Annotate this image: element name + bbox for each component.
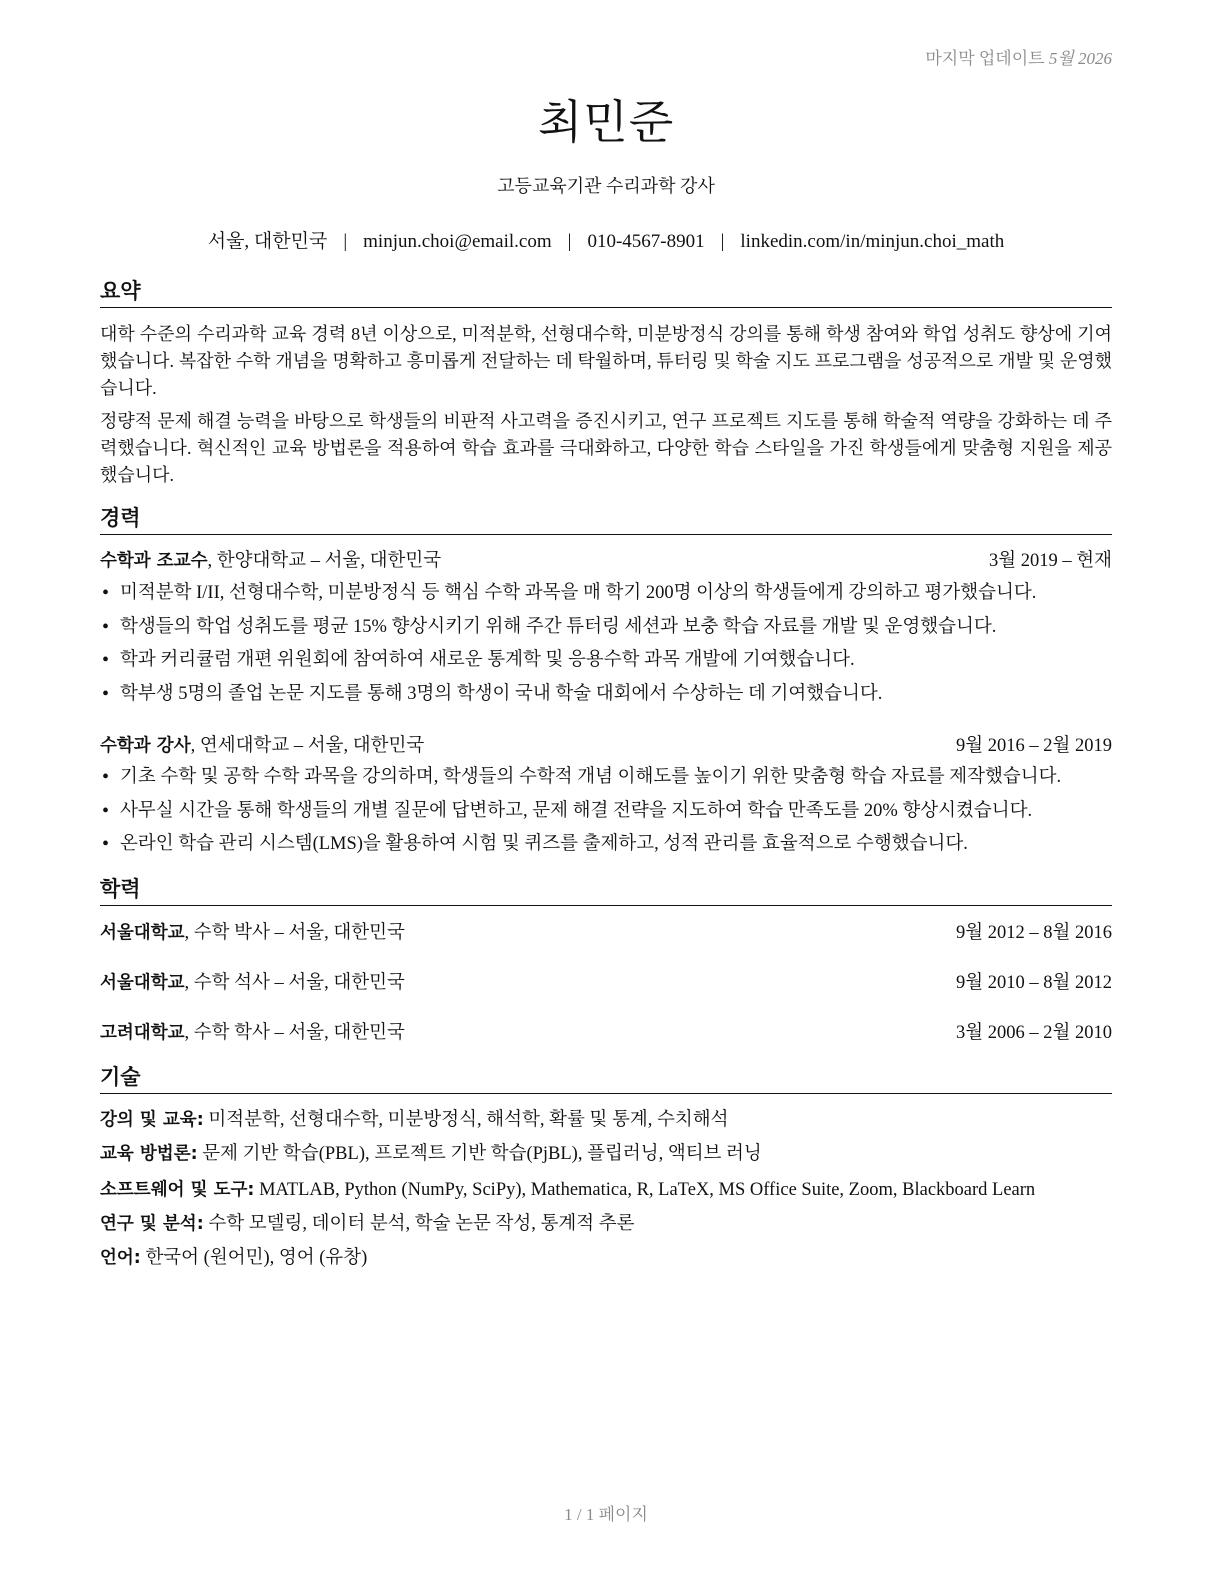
contact-linkedin[interactable]: linkedin.com/in/minjun.choi_math	[740, 231, 1005, 252]
education-dates: 9월 2010 – 8월 2012	[956, 973, 1112, 993]
education-item	[100, 1020, 1112, 1046]
skill-line	[100, 1177, 1112, 1203]
contact-location: 서울, 대한민국	[207, 231, 328, 252]
skill-line	[100, 1245, 1112, 1271]
contact-line	[100, 226, 1112, 253]
section-title-summary: 요약	[100, 278, 1112, 308]
job-bullets	[100, 580, 1112, 714]
job-bullet: • 학과 커리큘럼 개편 위원회에 참여하여 새로운 통계학 및 응용수학 과목 개발에 기여했습니다.	[100, 647, 1112, 681]
skill-label: 강의 및 교육:	[100, 1110, 204, 1130]
skill-value: 미적분학, 선형대수학, 미분방정식, 해석학, 확률 및 통계, 수치해석	[203, 1110, 729, 1130]
job-role: 수학과 강사	[100, 736, 191, 756]
contact-separator: |	[567, 231, 572, 252]
section-title-education: 학력	[100, 876, 1112, 906]
person-title: 고등교육기관 수리과학 강사	[497, 176, 715, 196]
education-detail: , 수학 석사 – 서울, 대한민국	[184, 973, 405, 993]
last-updated-label: 마지막 업데이트	[925, 49, 1045, 68]
job-bullet: • 미적분학 I/II, 선형대수학, 미분방정식 등 핵심 수학 과목을 매 학기 200명 이상의 학생들에게 강의하고 평가했습니다.	[100, 580, 1112, 614]
job-bullet: • 온라인 학습 관리 시스템(LMS)을 활용하여 시험 및 퀴즈를 출제하고, 성적 관리를 효율적으로 수행했습니다.	[100, 831, 1112, 865]
resume-page	[100, 0, 1112, 1584]
skill-value: 수학 모델링, 데이터 분석, 학술 논문 작성, 통계적 추론	[203, 1214, 635, 1234]
skill-value: 한국어 (원어민), 영어 (유창)	[140, 1248, 368, 1268]
job-dates: 3월 2019 – 현재	[989, 551, 1112, 571]
education-item	[100, 970, 1112, 996]
last-updated-month: 5월	[1048, 49, 1074, 68]
skill-label: 소프트웨어 및 도구:	[100, 1180, 255, 1200]
job-org: , 연세대학교 – 서울, 대한민국	[190, 736, 425, 756]
summary-paragraph: 대학 수준의 수리과학 교육 경력 8년 이상으로, 미적분학, 선형대수학, 미분방정식 강의를 통해 학생 참여와 학업 성취도 향상에 기여했습니다. 복잡한 수학 개념을 명확하고 흥미롭게 전달하는 데 탁월하며, 튜터링 및 학술 지도 프로그램을 성공적으로 개발 및 운영했습니다.	[100, 324, 1112, 398]
education-school: 서울대학교	[100, 973, 185, 993]
job-header	[100, 548, 1112, 574]
section-title-experience: 경력	[100, 505, 1112, 535]
section-title-skills: 기술	[100, 1064, 1112, 1094]
skill-label: 언어:	[100, 1248, 141, 1268]
education-dates: 3월 2006 – 2월 2010	[956, 1023, 1112, 1043]
contact-phone: 010-4567-8901	[587, 231, 705, 252]
job-bullet: • 기초 수학 및 공학 수학 과목을 강의하며, 학생들의 수학적 개념 이해도를 높이기 위한 맞춤형 학습 자료를 제작했습니다.	[100, 764, 1112, 798]
skill-label: 교육 방법론:	[100, 1144, 198, 1164]
job-org: , 한양대학교 – 서울, 대한민국	[207, 551, 442, 571]
skill-value: 문제 기반 학습(PBL), 프로젝트 기반 학습(PjBL), 플립러닝, 액티브 러닝	[197, 1144, 762, 1164]
contact-separator: |	[720, 231, 725, 252]
job-header	[100, 733, 1112, 759]
summary-paragraph: 정량적 문제 해결 능력을 바탕으로 학생들의 비판적 사고력을 증진시키고, 연구 프로젝트 지도를 통해 학술적 역량을 강화하는 데 주력했습니다. 혁신적인 교육 방법론을 적용하여 학습 효과를 극대화하고, 다양한 학습 스타일을 가진 학생들에게 맞춤형 지원을 제공했습니다.	[100, 411, 1112, 485]
education-school: 고려대학교	[100, 1023, 185, 1043]
job-bullet: • 학생들의 학업 성취도를 평균 15% 향상시키기 위해 주간 튜터링 세션과 보충 학습 자료를 개발 및 운영했습니다.	[100, 614, 1112, 648]
job-dates: 9월 2016 – 2월 2019	[956, 736, 1112, 756]
skill-line	[100, 1107, 1112, 1133]
job-bullet: • 학부생 5명의 졸업 논문 지도를 통해 3명의 학생이 국내 학술 대회에서 수상하는 데 기여했습니다.	[100, 681, 1112, 715]
skill-line	[100, 1141, 1112, 1167]
skill-value: MATLAB, Python (NumPy, SciPy), Mathematica, R, LaTeX, MS Office Suite, Zoom, Blackboard Learn	[254, 1180, 1036, 1200]
education-school: 서울대학교	[100, 923, 185, 943]
last-updated-year: 2026	[1078, 49, 1112, 68]
education-detail: , 수학 학사 – 서울, 대한민국	[184, 1023, 405, 1043]
job-bullets	[100, 764, 1112, 865]
skill-line	[100, 1211, 1112, 1237]
education-detail: , 수학 박사 – 서울, 대한민국	[184, 923, 405, 943]
job-bullet: • 사무실 시간을 통해 학생들의 개별 질문에 답변하고, 문제 해결 전략을 지도하여 학습 만족도를 20% 향상시켰습니다.	[100, 798, 1112, 832]
last-updated	[925, 44, 1112, 69]
skill-label: 연구 및 분석:	[100, 1214, 204, 1234]
person-name: 최민준	[537, 95, 675, 149]
job-role: 수학과 조교수	[100, 551, 208, 571]
page-number: 1 / 1 페이지	[564, 1505, 648, 1524]
education-item	[100, 920, 1112, 946]
contact-separator: |	[343, 231, 348, 252]
education-dates: 9월 2012 – 8월 2016	[956, 923, 1112, 943]
contact-email[interactable]: minjun.choi@email.com	[363, 231, 552, 252]
